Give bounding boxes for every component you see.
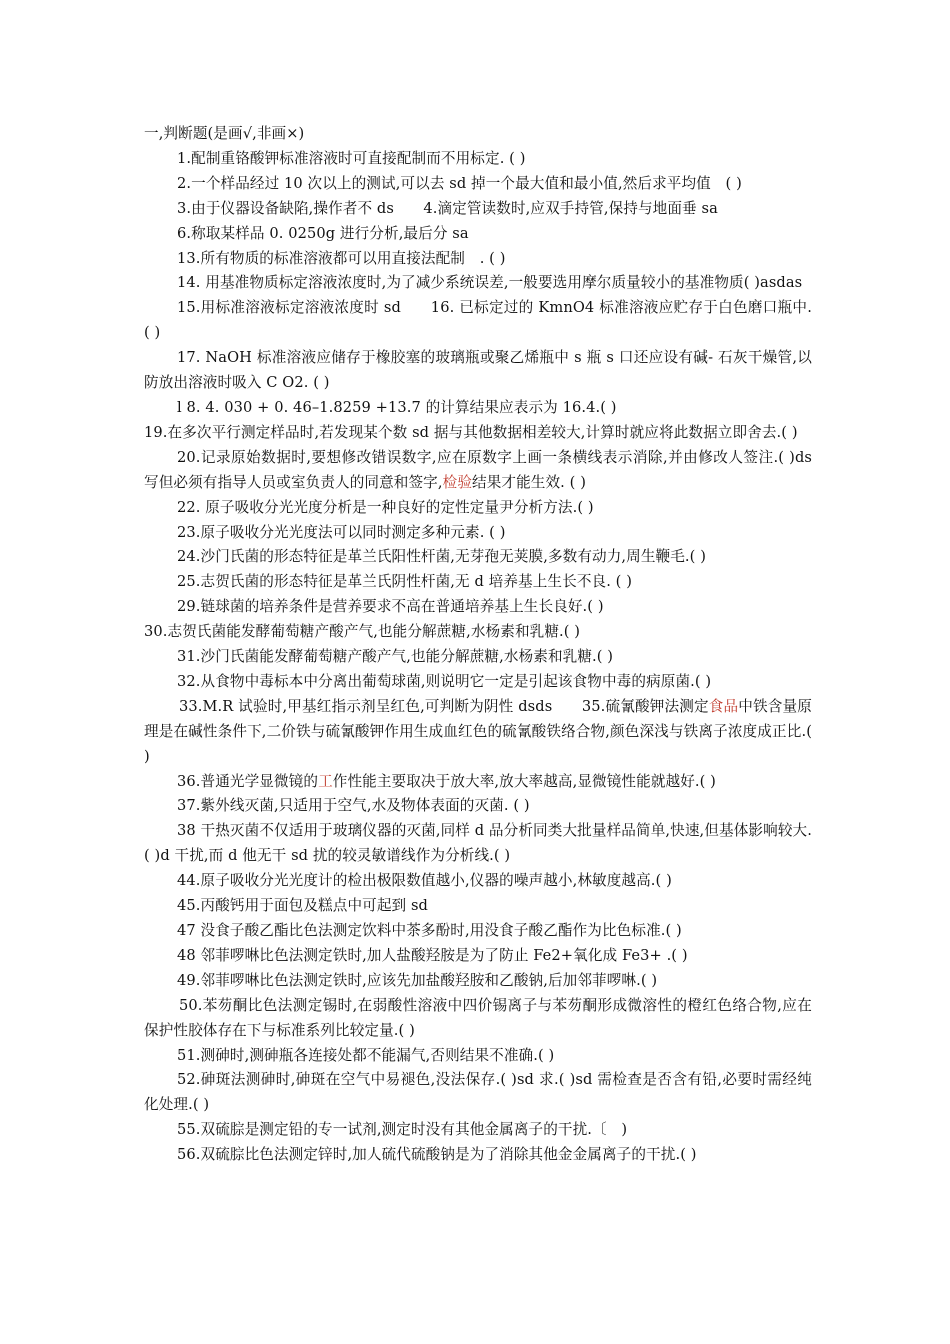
question-20-highlight: 检验 — [442, 473, 473, 491]
section-heading: 一,判断题(是画√,非画×) — [144, 125, 305, 142]
question-36-highlight: 工 — [318, 772, 333, 790]
question-33-text-a: 33.M.R 试验时,甲基红指示剂呈红色,可判断为阴性 dsds 35.硫氰酸钾法测定 — [179, 697, 709, 715]
question-20 — [144, 446, 812, 496]
question-17: 17. NaOH 标准溶液应储存于橡胶塞的玻璃瓶或聚乙烯瓶中 s 瓶 s 口还应设有碱- 石灰干燥管,以防放出溶液时吸入 C O2. ( ) — [144, 349, 812, 392]
question-56: 56.双硫腙比色法测定锌时,加人硫代硫酸钠是为了消除其他金金属离子的干扰.( ) — [177, 1146, 697, 1164]
question-49: 49.邻菲啰啉比色法测定铁时,应该先加盐酸羟胺和乙酸钠,后加邻菲啰啉.( ) — [177, 971, 658, 989]
question-51: 51.测砷时,测砷瓶各连接处都不能漏气,否则结果不准确.( ) — [177, 1046, 555, 1064]
question-50: 50.苯芴酮比色法测定锡时,在弱酸性溶液中四价锡离子与苯芴酮形成微溶性的橙红色络合物,应在保护性胶体存在下与标准系列比较定量.( ) — [144, 996, 812, 1039]
question-47: 47 没食子酸乙酯比色法测定饮料中茶多酚时,用没食子酸乙酯作为比色标准.( ) — [177, 922, 682, 939]
question-45: 45.丙酸钙用于面包及糕点中可起到 sd — [177, 897, 428, 915]
question-36 — [144, 770, 812, 795]
question-32: 32.从食物中毒标本中分离出葡萄球菌,则说明它一定是引起该食物中毒的病原菌.( ) — [177, 672, 712, 690]
question-48: 48 邻菲啰啉比色法测定铁时,加人盐酸羟胺是为了防止 Fe2+氧化成 Fe3+ .( ) — [177, 946, 688, 964]
question-37: 37.紫外线灭菌,只适用于空气,水及物体表面的灭菌. ( ) — [177, 797, 530, 815]
question-31: 31.沙门氏菌能发酵葡萄糖产酸产气,也能分解蔗糖,水杨素和乳糖.( ) — [177, 648, 614, 666]
question-14: 14. 用基准物质标定溶液浓度时,为了减少系统误差,一般要选用摩尔质量较小的基准物质( )asdas — [177, 274, 803, 292]
question-35-text-b: 中铁含量原理是在碱性条件下,二价铁与硫氰酸钾作用生成血红色的硫氰酸铁络合物,颜色深浅与铁离子浓度成正比.( ) — [144, 697, 812, 765]
question-33-35 — [144, 695, 812, 770]
question-55: 55.双硫腙是测定铅的专一试剂,测定时没有其他金属离子的干扰.〔 ) — [177, 1121, 628, 1139]
question-35-highlight: 食品 — [708, 697, 739, 715]
question-30: 30.志贺氏菌能发酵葡萄糖产酸产气,也能分解蔗糖,水杨素和乳糖.( ) — [144, 623, 581, 641]
question-2: 2.一个样品经过 10 次以上的测试,可以去 sd 掉一个最大值和最小值,然后求平均值 ( ) — [177, 174, 742, 192]
question-13: 13.所有物质的标准溶液都可以用直接法配制 . ( ) — [177, 249, 506, 267]
question-36-text-b: 作性能主要取决于放大率,放大率越高,显微镜性能就越好.( ) — [332, 772, 716, 790]
question-20-text-a: 20.记录原始数据时,要想修改错误数字,应在原数字上画一条横线表示消除,并由修改人签注.( )ds 写但必须有指导人员或室负责人的同意和签字, — [144, 448, 812, 491]
question-24: 24.沙门氏菌的形态特征是革兰氏阳性杆菌,无芽孢无荚膜,多数有动力,周生鞭毛.( ) — [177, 548, 706, 566]
question-52: 52.砷斑法测砷时,砷斑在空气中易褪色,没法保存.( )sd 求.( )sd 需检查是否含有铅,必要时需经纯化处理.( ) — [144, 1071, 812, 1114]
question-38: 38 干热灭菌不仅适用于玻璃仪器的灭菌,同样 d 品分析同类大批量样品简单,快速,但基体影响较大.( )d 干扰,而 d 他无干 sd 扰的较灵敏谱线作为分析线.( ) — [144, 822, 812, 865]
question-23: 23.原子吸收分光光度法可以同时测定多种元素. ( ) — [177, 523, 506, 541]
question-25: 25.志贺氏菌的形态特征是革兰氏阴性杆菌,无 d 培养基上生长不良. ( ) — [177, 573, 633, 591]
question-18: l 8. 4. 030 + 0. 46–1.8259 +13.7 的计算结果应表示为 16.4.( ) — [177, 398, 617, 416]
question-1: 1.配制重铬酸钾标准溶液时可直接配制而不用标定. ( ) — [177, 149, 526, 167]
question-22: 22. 原子吸收分光光度分析是一种良好的定性定量尹分析方法.( ) — [177, 498, 594, 516]
question-6: 6.称取某样品 0. 0250g 进行分析,最后分 sa — [177, 224, 469, 242]
question-44: 44.原子吸收分光光度计的检出极限数值越小,仪器的噪声越小,林敏度越高.( ) — [177, 872, 672, 890]
question-3-4: 3.由于仪器设备缺陷,操作者不 ds 4.滴定管读数时,应双手持管,保持与地面垂 sa — [177, 199, 718, 217]
question-19: 19.在多次平行测定样品时,若发现某个数 sd 据与其他数据相差较大,计算时就应将此数据立即舍去.( ) — [144, 423, 798, 441]
question-20-text-b: 结果才能生效. ( ) — [472, 473, 586, 491]
question-29: 29.链球菌的培养条件是营养要求不高在普通培养基上生长良好.( ) — [177, 598, 604, 616]
question-15-16: 15.用标准溶液标定溶液浓度时 sd 16. 已标定过的 KmnO4 标准溶液应贮存于白色磨口瓶中. ( ) — [144, 299, 812, 342]
question-36-text-a: 36.普通光学显微镜的 — [177, 772, 319, 790]
document-body — [144, 122, 812, 1168]
